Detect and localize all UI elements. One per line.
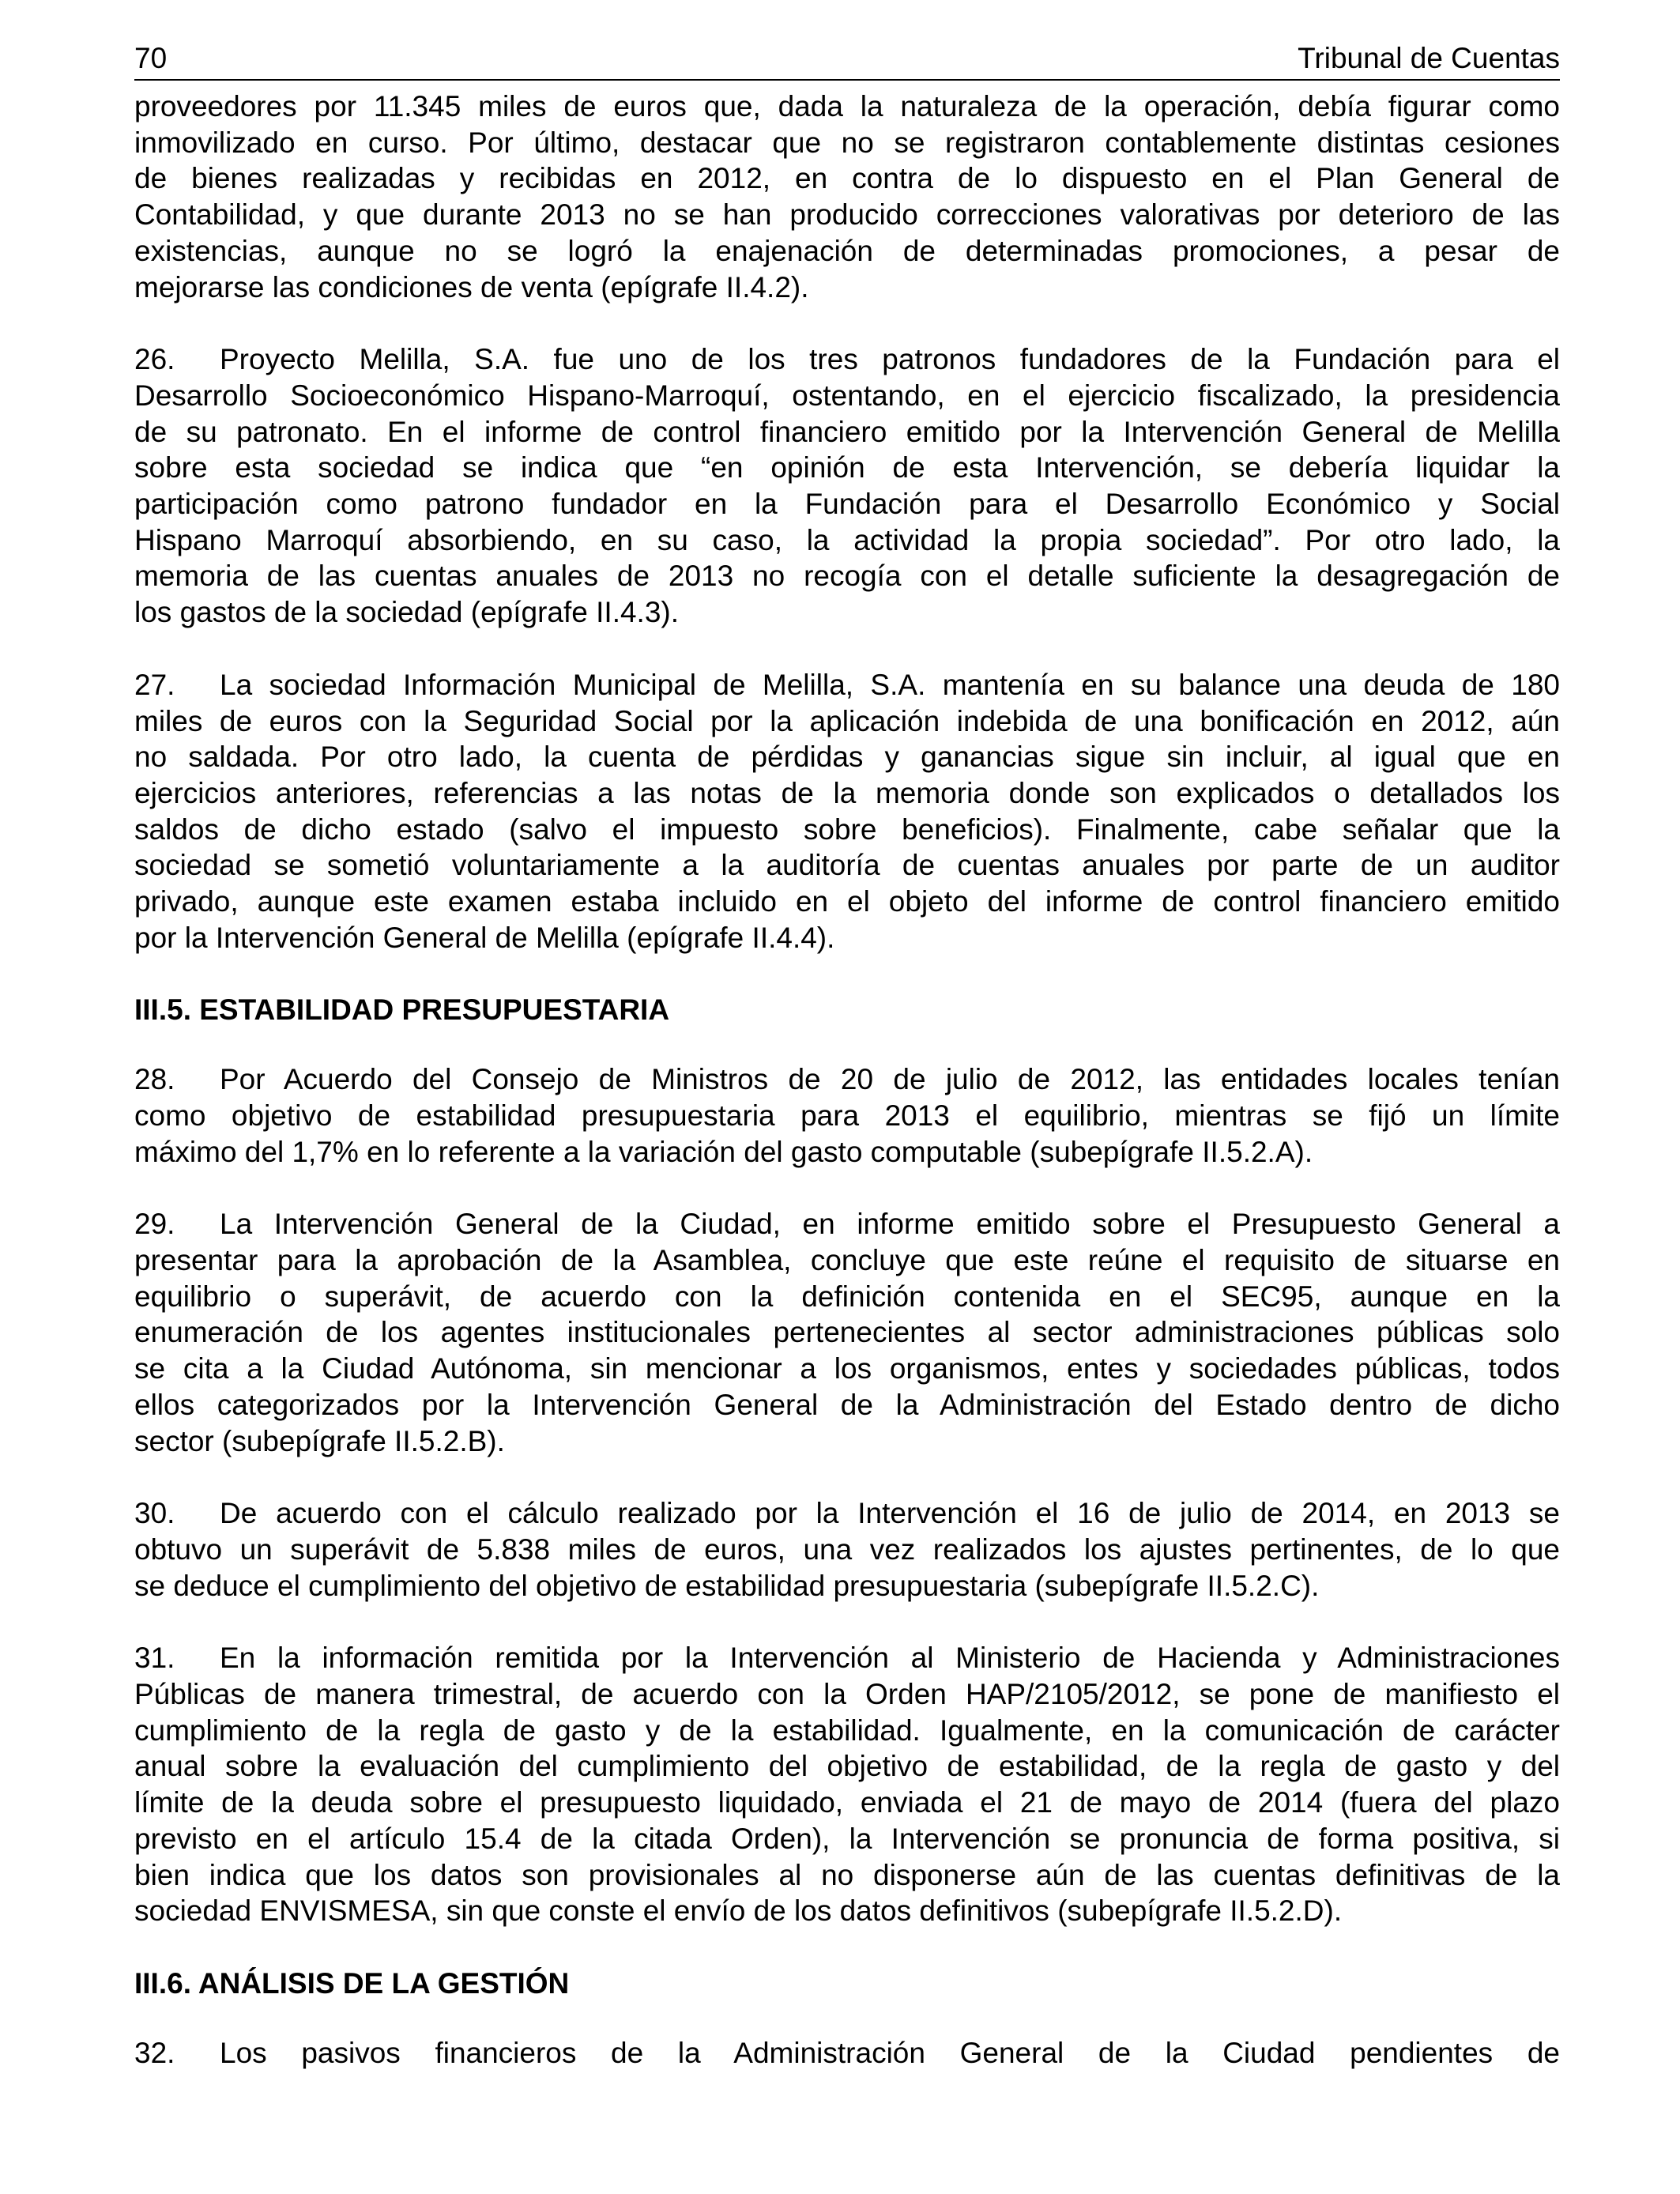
paragraph-line: ellos categorizados por la Intervención General de la Administración del Estado dentro de dicho <box>134 1388 1560 1421</box>
paragraph-line: proveedores por 11.345 miles de euros que, dada la naturaleza de la operación, debía figurar como <box>134 90 1560 123</box>
paragraph-31 <box>134 1640 1560 1929</box>
document-body <box>134 89 1560 2071</box>
paragraph-30 <box>134 1495 1560 1604</box>
paragraph-line: obtuvo un superávit de 5.838 miles de euros, una vez realizados los ajustes pertinentes, de lo que <box>134 1532 1560 1566</box>
paragraph-line: enumeración de los agentes institucionales pertenecientes al sector administraciones públicas solo <box>134 1316 1560 1349</box>
paragraph-line <box>134 1640 1560 1676</box>
paragraph-number: 30. <box>134 1497 175 1530</box>
paragraph-number: 31. <box>134 1642 175 1675</box>
paragraph-line-text: Los pasivos financieros de la Administración General de la Ciudad pendientes de <box>220 2036 1560 2069</box>
paragraph-line: mejorarse las condiciones de venta (epígrafe II.4.2). <box>134 270 809 303</box>
paragraph-line: previsto en el artículo 15.4 de la citada Orden), la Intervención se pronuncia de forma positiva, si <box>134 1822 1560 1855</box>
paragraph-number: 28. <box>134 1063 175 1096</box>
paragraph-number: 29. <box>134 1208 175 1241</box>
paragraph-line: Públicas de manera trimestral, de acuerdo con la Orden HAP/2105/2012, se pone de manifiesto el <box>134 1678 1560 1711</box>
paragraph-line <box>134 1061 1560 1098</box>
paragraph-line-text: De acuerdo con el cálculo realizado por la Intervención el 16 de julio de 2014, en 2013 se <box>220 1497 1560 1530</box>
paragraph-number: 32. <box>134 2036 175 2069</box>
section-heading-iii-6: III.6. ANÁLISIS DE LA GESTIÓN <box>134 1966 570 2000</box>
paragraph-line: sobre esta sociedad se indica que “en opinión de esta Intervención, se debería liquidar la <box>134 451 1560 484</box>
paragraph-line: de su patronato. En el informe de control financiero emitido por la Intervención General de Melilla <box>134 415 1560 448</box>
paragraph-line: se deduce el cumplimiento del objetivo de estabilidad presupuestaria (subepígrafe II.5.2.C). <box>134 1569 1320 1602</box>
paragraph-28 <box>134 1061 1560 1170</box>
page-number: 70 <box>134 42 168 74</box>
paragraph-26 <box>134 341 1560 631</box>
paragraph-line-text: Proyecto Melilla, S.A. fue uno de los tres patronos fundadores de la Fundación para el <box>220 343 1560 376</box>
paragraph-line: existencias, aunque no se logró la enajenación de determinadas promociones, a pesar de <box>134 234 1560 267</box>
paragraph-line: privado, aunque este examen estaba incluido en el objeto del informe de control financiero emitido <box>134 885 1560 918</box>
paragraph-line: se cita a la Ciudad Autónoma, sin mencionar a los organismos, entes y sociedades públicas, todos <box>134 1352 1560 1385</box>
paragraph-line: máximo del 1,7% en lo referente a la variación del gasto computable (subepígrafe II.5.2.A). <box>134 1135 1313 1168</box>
paragraph-number: 27. <box>134 668 175 701</box>
paragraph-line: sector (subepígrafe II.5.2.B). <box>134 1424 505 1457</box>
header-publisher: Tribunal de Cuentas <box>1298 42 1560 74</box>
paragraph-line: como objetivo de estabilidad presupuestaria para 2013 el equilibrio, mientras se fijó un límite <box>134 1099 1560 1132</box>
paragraph-32 <box>134 2035 1560 2071</box>
paragraph-25-continuation <box>134 89 1560 305</box>
paragraph-line-text: En la información remitida por la Intervención al Ministerio de Hacienda y Administraciones <box>220 1642 1560 1675</box>
page-header <box>134 40 1560 81</box>
paragraph-line <box>134 1495 1560 1532</box>
section-heading-iii-5: III.5. ESTABILIDAD PRESUPUESTARIA <box>134 993 670 1027</box>
paragraph-line <box>134 1206 1560 1242</box>
paragraph-line: los gastos de la sociedad (epígrafe II.4.3). <box>134 596 680 629</box>
paragraph-line: miles de euros con la Seguridad Social por la aplicación indebida de una bonificación en 2012, aún <box>134 704 1560 737</box>
paragraph-line: no saldada. Por otro lado, la cuenta de pérdidas y ganancias sigue sin incluir, al igual que en <box>134 741 1560 774</box>
paragraph-line: participación como patrono fundador en la Fundación para el Desarrollo Económico y Social <box>134 488 1560 521</box>
paragraph-line: sociedad ENVISMESA, sin que conste el envío de los datos definitivos (subepígrafe II.5.2.D). <box>134 1894 1343 1928</box>
paragraph-line: bien indica que los datos son provisionales al no disponerse aún de las cuentas definitivas de la <box>134 1858 1560 1891</box>
paragraph-line: límite de la deuda sobre el presupuesto liquidado, enviada el 21 de mayo de 2014 (fuera del plazo <box>134 1786 1560 1819</box>
paragraph-line: saldos de dicho estado (salvo el impuesto sobre beneficios). Finalmente, cabe señalar que la <box>134 812 1560 846</box>
paragraph-line: inmovilizado en curso. Por último, destacar que no se registraron contablemente distintas cesiones <box>134 126 1560 159</box>
paragraph-line-text: La sociedad Información Municipal de Melilla, S.A. mantenía en su balance una deuda de 180 <box>220 668 1560 701</box>
paragraph-line: presentar para la aprobación de la Asamblea, concluye que este reúne el requisito de situarse en <box>134 1243 1560 1276</box>
document-page <box>134 40 1560 2107</box>
paragraph-27 <box>134 667 1560 956</box>
paragraph-line: cumplimiento de la regla de gasto y de la estabilidad. Igualmente, en la comunicación de carácter <box>134 1713 1560 1747</box>
paragraph-line: sociedad se sometió voluntariamente a la auditoría de cuentas anuales por parte de un auditor <box>134 849 1560 882</box>
paragraph-29 <box>134 1206 1560 1459</box>
paragraph-line: ejercicios anteriores, referencias a las notas de la memoria donde son explicados o detallados los <box>134 776 1560 809</box>
paragraph-line: Desarrollo Socioeconómico Hispano-Marroquí, ostentando, en el ejercicio fiscalizado, la presidencia <box>134 379 1560 412</box>
paragraph-number: 26. <box>134 343 175 376</box>
paragraph-line <box>134 2035 1560 2071</box>
paragraph-line-text: Por Acuerdo del Consejo de Ministros de 20 de julio de 2012, las entidades locales tenían <box>220 1063 1560 1096</box>
paragraph-line: por la Intervención General de Melilla (epígrafe II.4.4). <box>134 921 835 954</box>
paragraph-line <box>134 667 1560 703</box>
paragraph-line: de bienes realizadas y recibidas en 2012, en contra de lo dispuesto en el Plan General de <box>134 162 1560 195</box>
paragraph-line-text: La Intervención General de la Ciudad, en informe emitido sobre el Presupuesto General a <box>220 1208 1560 1241</box>
paragraph-line <box>134 341 1560 378</box>
paragraph-line: memoria de las cuentas anuales de 2013 no recogía con el detalle suficiente la desagregación de <box>134 560 1560 593</box>
paragraph-line: Hispano Marroquí absorbiendo, en su caso, la actividad la propia sociedad”. Por otro lado, la <box>134 523 1560 556</box>
paragraph-line: equilibrio o superávit, de acuerdo con la definición contenida en el SEC95, aunque en la <box>134 1280 1560 1313</box>
paragraph-line: anual sobre la evaluación del cumplimiento del objetivo de estabilidad, de la regla de gasto y del <box>134 1750 1560 1783</box>
paragraph-line: Contabilidad, y que durante 2013 no se han producido correcciones valorativas por deterioro de las <box>134 198 1560 232</box>
